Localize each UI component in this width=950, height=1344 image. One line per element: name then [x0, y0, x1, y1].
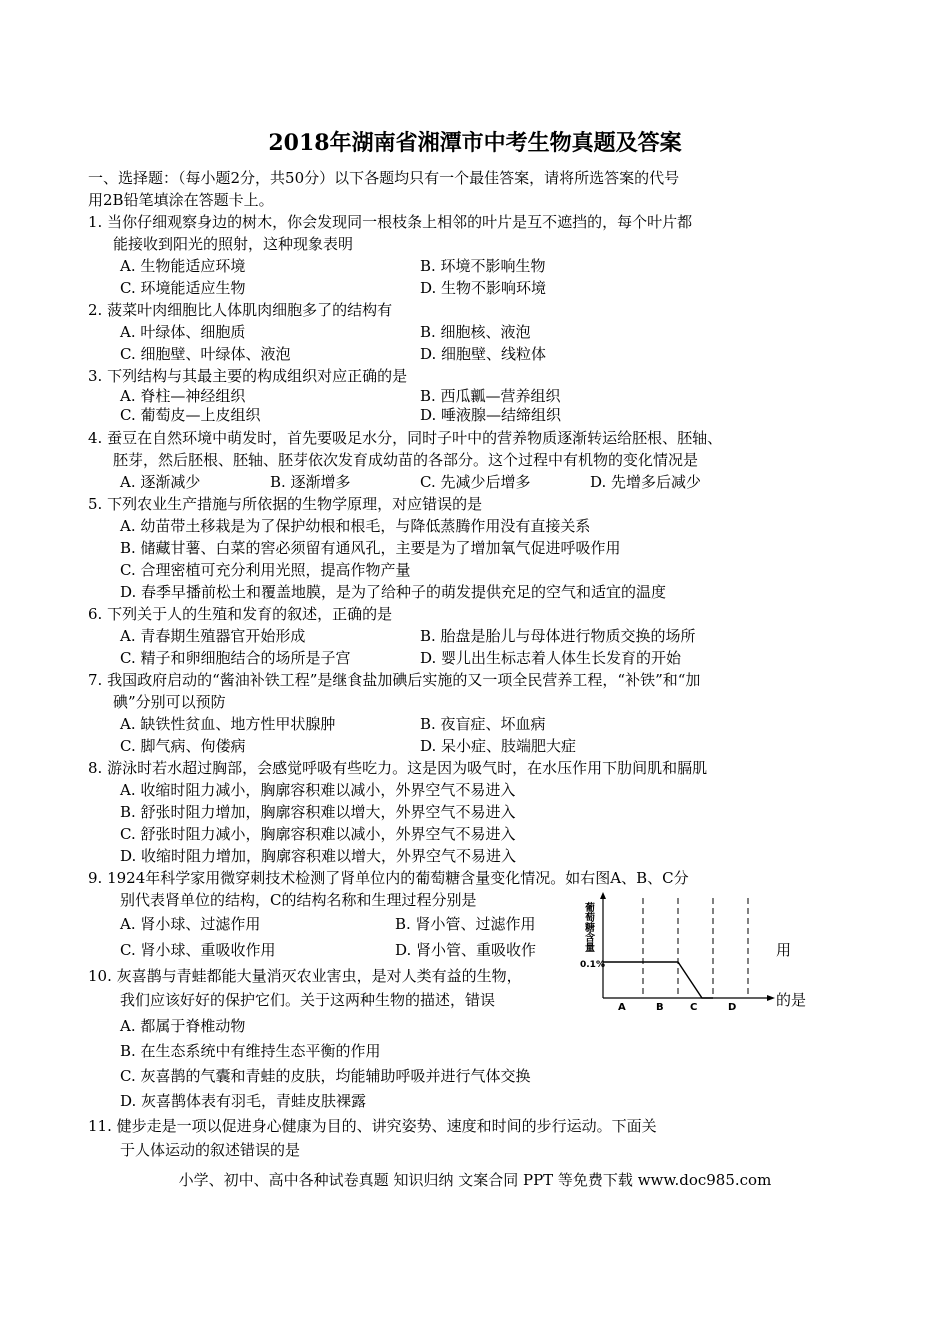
question-2-option-d: D. 细胞壁、线粒体	[420, 345, 547, 363]
section-instructions-line2: 用2B铅笔填涂在答题卡上。	[88, 191, 274, 209]
question-10-option-d: D. 灰喜鹊体表有羽毛，青蛙皮肤裸露	[120, 1092, 367, 1110]
glucose-content-figure	[578, 890, 778, 1010]
question-11-stem: 11. 健步走是一项以促进身心健康为目的、讲究姿势、速度和时间的步行运动。下面关	[88, 1117, 657, 1135]
question-5-option-b: B. 储藏甘薯、白菜的窖必须留有通风孔，主要是为了增加氧气促进呼吸作用	[120, 539, 621, 557]
question-9-option-c: C. 肾小球、重吸收作用	[120, 941, 276, 959]
question-10-stem-cont: 我们应该好好的保护它们。关于这两种生物的描述，错误	[120, 991, 496, 1009]
figure-ylabel: 葡萄糖含量	[582, 902, 594, 952]
figure-x-arrow	[767, 995, 775, 1001]
question-10-stem: 10. 灰喜鹊与青蛙都能大量消灭农业害虫，是对人类有益的生物，	[88, 967, 522, 985]
question-1-stem: 1. 当你仔细观察身边的树木，你会发现同一根枝条上相邻的叶片是互不遮挡的，每个叶片都	[88, 213, 693, 231]
figure-xlabel-b: B	[656, 1002, 664, 1010]
question-8-option-a: A. 收缩时阻力减小，胸廓容积难以减小，外界空气不易进入	[120, 781, 516, 799]
question-2-option-a: A. 叶绿体、细胞质	[120, 323, 246, 341]
question-6-option-a: A. 青春期生殖器官开始形成	[120, 627, 306, 645]
question-4-option-b: B. 逐渐增多	[270, 473, 351, 491]
question-3-option-d: D. 唾液腺—结缔组织	[420, 406, 562, 424]
question-4-option-d: D. 先增多后减少	[590, 473, 702, 491]
question-9-option-d-tail: 用	[776, 941, 792, 959]
question-7-stem-cont: 碘”分别可以预防	[113, 693, 226, 711]
question-2-stem: 2. 菠菜叶肉细胞比人体肌肉细胞多了的结构有	[88, 301, 393, 319]
question-5-option-a: A. 幼苗带土移栽是为了保护幼根和根毛，与降低蒸腾作用没有直接关系	[120, 517, 591, 535]
question-11-stem-cont: 于人体运动的叙述错误的是	[120, 1141, 301, 1159]
question-10-stem-tail: 的是	[776, 991, 807, 1009]
question-9-stem-cont: 别代表肾单位的结构，C的结构名称和生理过程分别是	[120, 891, 477, 909]
question-10-option-b: B. 在生态系统中有维持生态平衡的作用	[120, 1042, 381, 1060]
question-5-option-c: C. 合理密植可充分利用光照，提高作物产量	[120, 561, 411, 579]
section-instructions-line1: 一、选择题：（每小题2分，共50分）以下各题均只有一个最佳答案，请将所选答案的代号	[88, 169, 680, 187]
question-8-option-b: B. 舒张时阻力增加，胸廓容积难以增大，外界空气不易进入	[120, 803, 516, 821]
figure-glucose-curve	[603, 962, 713, 998]
figure-y-arrow	[600, 892, 606, 899]
question-1-option-d: D. 生物不影响环境	[420, 279, 547, 297]
question-7-option-b: B. 夜盲症、坏血病	[420, 715, 546, 733]
question-9-option-b: B. 肾小管、过滤作用	[395, 915, 536, 933]
question-4-stem-cont: 胚芽，然后胚根、胚轴、胚芽依次发育成幼苗的各部分。这个过程中有机物的变化情况是	[113, 451, 699, 469]
question-6-option-d: D. 婴儿出生标志着人体生长发育的开始	[420, 649, 682, 667]
question-8-stem: 8. 游泳时若水超过胸部，会感觉呼吸有些吃力。这是因为吸气时，在水压作用下肋间肌和膈肌	[88, 759, 708, 777]
question-4-stem: 4. 蚕豆在自然环境中萌发时，首先要吸足水分，同时子叶中的营养物质逐渐转运给胚根、胚轴、	[88, 429, 723, 447]
question-5-option-d: D. 春季早播前松土和覆盖地膜，是为了给种子的萌发提供充足的空气和适宜的温度	[120, 583, 667, 601]
question-8-option-c: C. 舒张时阻力减小，胸廓容积难以减小，外界空气不易进入	[120, 825, 516, 843]
question-1-option-a: A. 生物能适应环境	[120, 257, 246, 275]
figure-xlabel-d: D	[728, 1002, 737, 1010]
question-8-option-d: D. 收缩时阻力增加，胸廓容积难以增大，外界空气不易进入	[120, 847, 517, 865]
question-10-option-c: C. 灰喜鹊的气囊和青蛙的皮肤，均能辅助呼吸并进行气体交换	[120, 1067, 531, 1085]
question-7-option-d: D. 呆小症、肢端肥大症	[420, 737, 577, 755]
question-3-option-a: A. 脊柱—神经组织	[120, 387, 246, 405]
question-1-option-c: C. 环境能适应生物	[120, 279, 246, 297]
page-title: 2018年湖南省湘潭市中考生物真题及答案	[268, 130, 682, 156]
question-7-option-a: A. 缺铁性贫血、地方性甲状腺肿	[120, 715, 336, 733]
question-1-stem-cont: 能接收到阳光的照射，这种现象表明	[113, 235, 354, 253]
question-10-option-a: A. 都属于脊椎动物	[120, 1017, 246, 1035]
question-7-stem: 7. 我国政府启动的“酱油补铁工程”是继食盐加碘后实施的又一项全民营养工程，“补铁”和“加	[88, 671, 701, 689]
page-footer: 小学、初中、高中各种试卷真题 知识归纳 文案合同 PPT 等免费下载 www.doc985.com	[178, 1171, 772, 1189]
question-1-option-b: B. 环境不影响生物	[420, 257, 546, 275]
question-3-stem: 3. 下列结构与其最主要的构成组织对应正确的是	[88, 367, 408, 385]
question-5-stem: 5. 下列农业生产措施与所依据的生物学原理，对应错误的是	[88, 495, 483, 513]
question-2-option-b: B. 细胞核、液泡	[420, 323, 531, 341]
question-9-stem: 9. 1924年科学家用微穿刺技术检测了肾单位内的葡萄糖含量变化情况。如右图A、B、C分	[88, 869, 689, 887]
figure-level-label: 0.1%	[580, 960, 605, 970]
question-6-stem: 6. 下列关于人的生殖和发育的叙述，正确的是	[88, 605, 393, 623]
question-4-option-c: C. 先减少后增多	[420, 473, 531, 491]
question-9-option-d: D. 肾小管、重吸收作	[395, 941, 537, 959]
question-7-option-c: C. 脚气病、佝偻病	[120, 737, 246, 755]
question-4-option-a: A. 逐渐减少	[120, 473, 201, 491]
question-9-option-a: A. 肾小球、过滤作用	[120, 915, 261, 933]
question-3-option-b: B. 西瓜瓤—营养组织	[420, 387, 561, 405]
question-2-option-c: C. 细胞壁、叶绿体、液泡	[120, 345, 291, 363]
question-3-option-c: C. 葡萄皮—上皮组织	[120, 406, 261, 424]
question-6-option-b: B. 胎盘是胎儿与母体进行物质交换的场所	[420, 627, 696, 645]
figure-xlabel-a: A	[618, 1002, 626, 1010]
figure-xlabel-c: C	[690, 1002, 698, 1010]
question-6-option-c: C. 精子和卵细胞结合的场所是子宫	[120, 649, 351, 667]
